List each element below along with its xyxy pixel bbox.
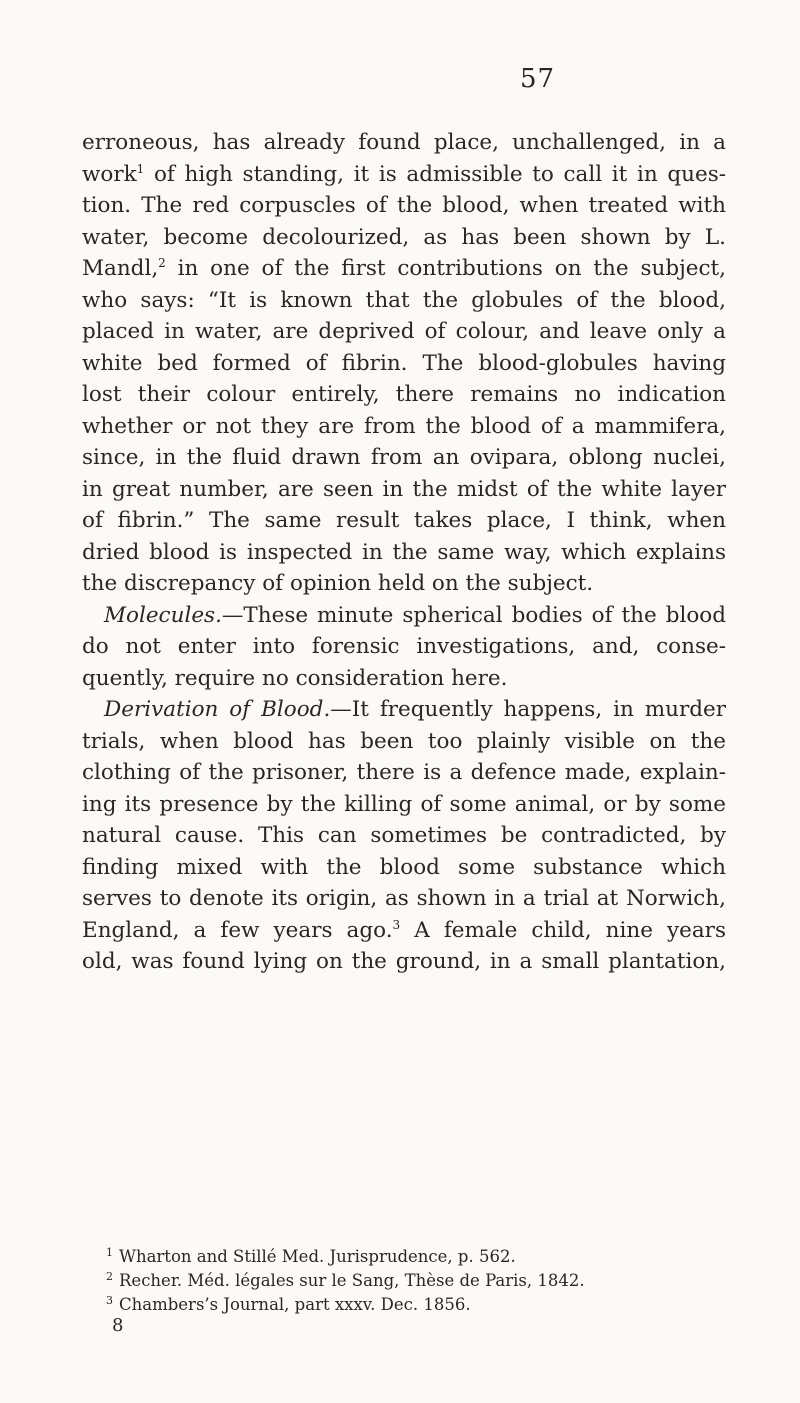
text-line: finding mixed with the blood some substance which xyxy=(82,854,726,880)
text-line: old, was found lying on the ground, in a small plantation, xyxy=(82,949,726,974)
text-line: work$^1$ of high standing, it is admissible to call it in ques- xyxy=(82,161,726,187)
text-line: the discrepancy of opinion held on the subject. xyxy=(82,571,594,596)
text-line: serves to denote its origin, as shown in a trial at Norwich, xyxy=(82,886,726,911)
text-line: natural cause. This can sometimes be contradicted, by xyxy=(82,823,726,848)
footnote: $^3$ Chambers’s Journal, part xxxv. Dec. 1856. xyxy=(106,1293,471,1314)
footnotes xyxy=(106,1245,726,1317)
text-line: quently, require no consideration here. xyxy=(82,665,508,691)
section-heading-molecules: Molecules. xyxy=(104,602,222,628)
footnote-ref: 3 xyxy=(392,917,401,932)
footnote-ref: 2 xyxy=(158,255,166,270)
section-heading-derivation: Derivation of Blood. xyxy=(104,697,331,722)
section-derivation-first-line: Derivation of Blood.—It frequently happens, in murder xyxy=(104,697,726,722)
text-line: ing its presence by the killing of some animal, or by some xyxy=(82,791,726,817)
text-line: clothing of the prisoner, there is a defence made, explain- xyxy=(82,760,726,785)
text-line: in great number, are seen in the midst of the white layer xyxy=(82,476,726,502)
footnote: $^1$ Wharton and Stillé Med. Jurisprudence, p. 562. xyxy=(106,1245,516,1266)
text-line: water, become decolourized, as has been shown by L. xyxy=(82,224,726,250)
text-line: erroneous, has already found place, unchallenged, in a xyxy=(82,130,726,155)
text-line: dried blood is inspected in the same way, which explains xyxy=(82,539,726,565)
text-line: whether or not they are from the blood of a mammifera, xyxy=(82,413,726,439)
footnote-ref: 1 xyxy=(136,161,145,176)
text-line: placed in water, are deprived of colour, and leave only a xyxy=(82,319,726,344)
text-line: tion. The red corpuscles of the blood, when treated with xyxy=(82,193,726,218)
body-text xyxy=(82,127,726,978)
text-line: who says: “It is known that the globules of the blood, xyxy=(82,287,726,313)
footnote: $^2$ Recher. Méd. légales sur le Sang, Thèse de Paris, 1842. xyxy=(106,1269,585,1290)
text-line: Mandl,$^2$ in one of the first contributions on the subject, xyxy=(82,255,726,281)
text-line: do not enter into forensic investigations, and, conse- xyxy=(82,634,726,659)
section-molecules-first-line: Molecules.—These minute spherical bodies of the blood xyxy=(104,602,726,628)
text-line: of fibrin.” The same result takes place, I think, when xyxy=(82,508,726,533)
text-line: England, a few years ago.$^3$ A female child, nine years xyxy=(82,917,726,943)
page-number: 57 xyxy=(520,64,556,94)
text-line: white bed formed of fibrin. The blood-globules having xyxy=(82,350,726,376)
text-line: trials, when blood has been too plainly visible on the xyxy=(82,728,726,754)
text-line: since, in the fluid drawn from an ovipara, oblong nuclei, xyxy=(82,445,726,470)
printer-signature-mark: 8 xyxy=(112,1315,124,1336)
text-line: lost their colour entirely, there remains no indication xyxy=(82,382,726,407)
